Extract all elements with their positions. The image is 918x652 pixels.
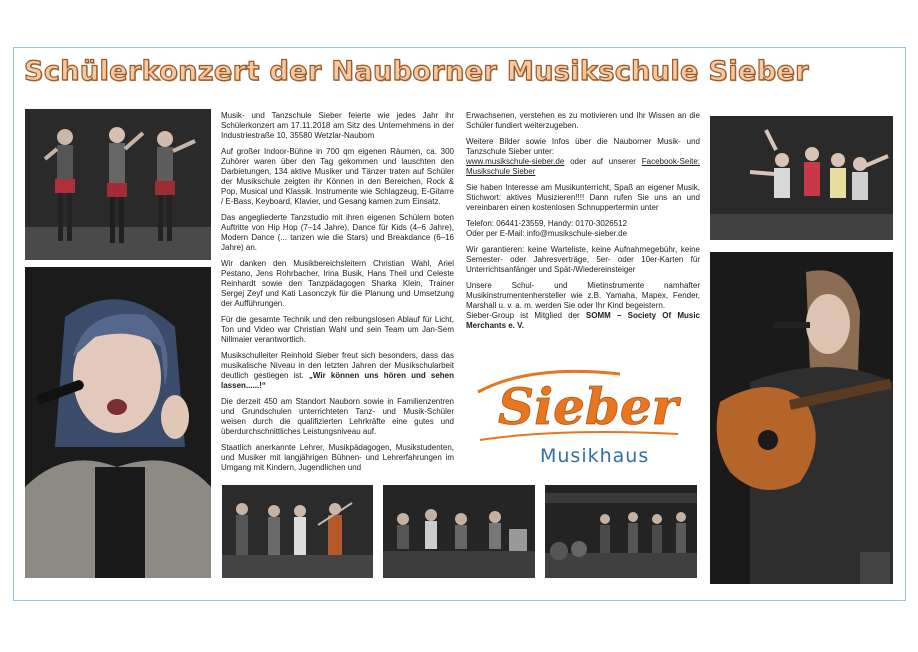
article-column-3	[466, 111, 700, 337]
article-column-2	[221, 111, 454, 473]
paragraph	[466, 137, 700, 177]
email-line: Oder per E-Mail: info@musikschule-sieber.de	[466, 229, 628, 238]
paragraph	[221, 351, 454, 391]
paragraph-text: Unsere Schul- und Mietinstrumente namhafter Musikinstrumentenhersteller wie z.B. Yamaha, Mapex, Fender, Marshall u. v. a. m. werden Sie oder Ihr Kind begeistern.	[466, 281, 700, 310]
guitarist-photo	[710, 252, 893, 584]
paragraph-text: oder auf unserer	[564, 157, 642, 166]
dance-group-photo	[25, 109, 211, 260]
paragraph-text: Weitere Bilder sowie Infos über die Nauborner Musik- und Tanzschule Sieber unter:	[466, 137, 700, 156]
kids-dance-photo	[710, 116, 893, 240]
band-photo-2	[383, 485, 535, 578]
article-headline: Schülerkonzert der Nauborner Musikschule Sieber	[24, 56, 809, 87]
somm-text: SOMM – Society Of Music Merchants e. V.	[466, 311, 700, 330]
paragraph: Das angegliederte Tanzstudio mit ihren eigenen Schülern boten Auftritte von Hip Hop (7–14 Jahre), Dance für Kids (4–6 Jahre), Modern Dance (... tanzen wie die Stars) und Breakdance (6–16 Jahre) an.	[221, 213, 454, 252]
paragraph: Die derzeit 450 am Standort Nauborn sowie in Familienzentren und Grundschulen unterrichteten Tanz- und Musik-Schüler weisen durch die qualifizierten Lehrkräfte eine gutes und überdurchschnittliches Leistungsniveau auf.	[221, 397, 454, 436]
logo-subtitle: Musikhaus	[540, 445, 650, 467]
quote-text: „Wir können uns hören und sehen lassen......!“	[221, 371, 454, 390]
paragraph: Musik- und Tanzschule Sieber feierte wie jedes Jahr ihr Schülerkonzert am 17.11.2018 am Sitz des Unternehmens in der Industriestraße 10, 35580 Wetzlar-Naubom	[221, 111, 454, 140]
sieber-musikhaus-logo	[470, 358, 706, 470]
phone-line: Telefon: 06441-23559, Handy: 0170-3026512	[466, 219, 628, 228]
facebook-link[interactable]: Facebook-Seite: Musikschule Sieber	[466, 157, 700, 176]
paragraph-text: Sieber-Group ist Mitglied der	[466, 311, 586, 320]
band-photo-3	[545, 485, 697, 578]
paragraph: Sie haben Interesse am Musikunterricht, Spaß an eigener Musik, Stichwort: aktives Musizieren!!!! Dann rufen Sie uns an und vereinbaren einen kostenlosen Schnuppertermin unter	[466, 183, 700, 212]
paragraph: Für die gesamte Technik und den reibungslosen Ablauf für Licht, Ton und Video war Christian Wahl und sein Team um Jan-Sem Nillmaier verantwortlich.	[221, 315, 454, 344]
singer-photo	[25, 267, 211, 578]
website-link[interactable]: www.musikschule-sieber.de	[466, 157, 565, 166]
paragraph: Erwachsenen, verstehen es zu motivieren und Ihr Wissen an die Schüler fundiert weiterzugeben.	[466, 111, 700, 130]
band-photo-1	[222, 485, 373, 578]
paragraph: Wir danken den Musikbereichsleitern Christian Wahl, Ariel Pestano, Jens Rohrbacher, Irina Busik, Hans Theil und Celeste Reinhardt sowie den Tanzpädagogen Sharka Klein, Trainer Sergej Zeyf und Kati Lasonczyk für die Planung und Umsetzung der Aufführungen.	[221, 259, 454, 308]
logo-wordmark: Sieber	[498, 377, 679, 436]
paragraph	[466, 281, 700, 331]
paragraph: Wir garantieren: keine Warteliste, keine Aufnahmegebühr, keine Semester- oder Jahresverträge, 5er- oder 10er-Karten für Unterrichtsanfänger und Spät-/Wiedereinsteiger	[466, 245, 700, 274]
paragraph: Auf großer Indoor-Bühne in 700 qm eigenen Räumen, ca. 300 Zuhörer waren über den Tag gekommen und lauschten den Darbietungen, 134 aktive Musiker und Tänzer traten auf Schüler der Musikschule zeigten ihr Können in den Bereichen, Rock & Pop, Musical und Klassik. Instrumente wie Schlagzeug, E-Gitarre / E-Bass, Keyboard, Klavier, und Gesang kamen zum Einsatz.	[221, 147, 454, 206]
paragraph: Staatlich anerkannte Lehrer, Musikpädagogen, Musikstudenten, und Musiker mit langjährigen Bühnen- und Lehrerfahrungen im Umgang mit Kindern, Jugendlichen und	[221, 443, 454, 472]
paragraph-text: Musikschulleiter Reinhold Sieber freut sich besonders, dass das musikalische Niveau in den letzten Jahren der Musikschularbeit deutlich gestiegen ist.	[221, 351, 454, 380]
